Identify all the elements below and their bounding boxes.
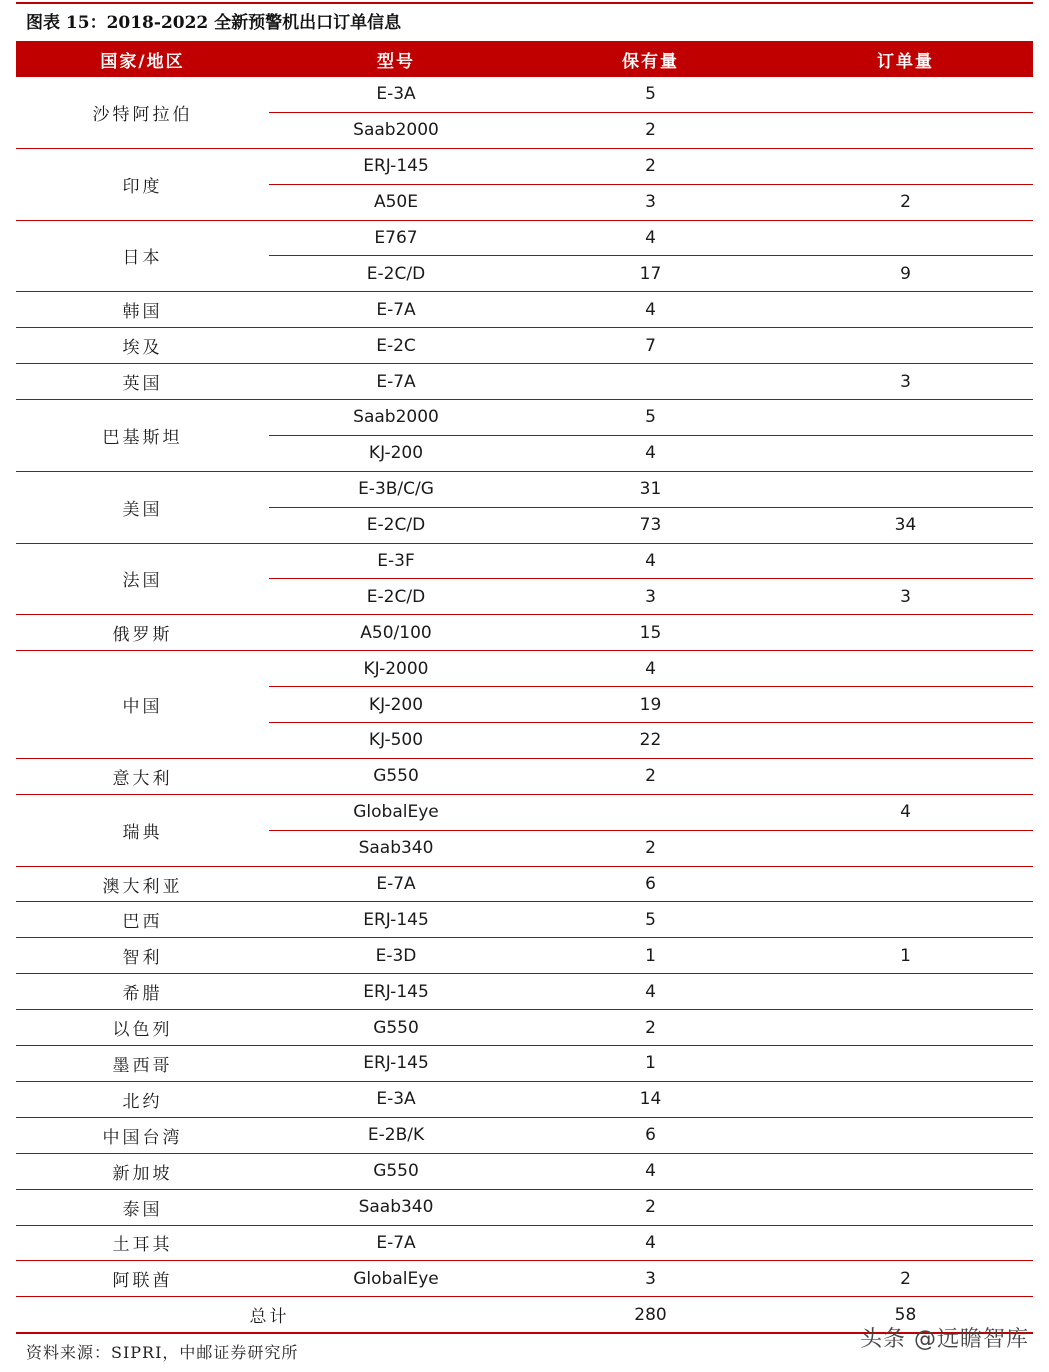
header-stock: 保有量 [523,41,778,77]
header-country: 国家/地区 [16,41,269,77]
table-row [16,328,1033,364]
model-cell: E-3A [269,77,523,112]
order-cell [778,1189,1033,1225]
order-cell [778,1153,1033,1189]
order-cell: 4 [778,794,1033,830]
total-label: 总计 [16,1297,523,1333]
table-row [16,758,1033,794]
table-row [16,1153,1033,1189]
country-cell: 墨西哥 [16,1046,269,1082]
stock-cell: 4 [523,543,778,579]
order-cell [778,112,1033,148]
model-cell: Saab2000 [269,112,523,148]
table-row [16,902,1033,938]
model-cell: E-3B/C/G [269,471,523,507]
model-cell: E767 [269,220,523,256]
country-cell: 土耳其 [16,1225,269,1261]
order-cell: 3 [778,579,1033,615]
header-row [16,41,1033,77]
stock-cell: 73 [523,507,778,543]
table-row [16,400,1033,436]
title-rule [16,2,1033,4]
country-cell: 法国 [16,543,269,615]
order-cell: 1 [778,938,1033,974]
order-cell [778,1225,1033,1261]
country-cell: 阿联酋 [16,1261,269,1297]
table-row [16,794,1033,830]
table-row [16,615,1033,651]
order-cell [778,400,1033,436]
watermark: 头条 @远瞻智库 [860,1327,1029,1352]
model-cell: KJ-500 [269,723,523,759]
table-row [16,364,1033,400]
stock-cell: 4 [523,292,778,328]
order-cell [778,615,1033,651]
model-cell: G550 [269,1153,523,1189]
stock-cell: 4 [523,651,778,687]
model-cell: E-7A [269,1225,523,1261]
stock-cell: 3 [523,184,778,220]
header-order: 订单量 [778,41,1033,77]
export-orders-table [16,41,1033,1334]
order-cell [778,148,1033,184]
table-row [16,866,1033,902]
model-cell: A50E [269,184,523,220]
order-cell [778,651,1033,687]
model-cell: ERJ-145 [269,1046,523,1082]
stock-cell: 4 [523,220,778,256]
order-cell: 9 [778,256,1033,292]
stock-cell: 31 [523,471,778,507]
stock-cell: 4 [523,1225,778,1261]
order-cell [778,974,1033,1010]
country-cell: 韩国 [16,292,269,328]
stock-cell: 5 [523,902,778,938]
stock-cell: 14 [523,1081,778,1117]
total-order: 58 [778,1297,1033,1333]
stock-cell [523,364,778,400]
stock-cell: 2 [523,758,778,794]
country-cell: 瑞典 [16,794,269,866]
stock-cell: 4 [523,1153,778,1189]
stock-cell: 2 [523,830,778,866]
stock-cell: 3 [523,579,778,615]
country-cell: 沙特阿拉伯 [16,77,269,148]
country-cell: 泰国 [16,1189,269,1225]
country-cell: 巴基斯坦 [16,400,269,472]
stock-cell: 19 [523,687,778,723]
table-row [16,543,1033,579]
table-row [16,1046,1033,1082]
order-cell: 2 [778,184,1033,220]
stock-cell: 2 [523,112,778,148]
order-cell [778,902,1033,938]
model-cell: KJ-2000 [269,651,523,687]
stock-cell: 17 [523,256,778,292]
order-cell: 3 [778,364,1033,400]
country-cell: 智利 [16,938,269,974]
header-model: 型号 [269,41,523,77]
table-title: 图表 15：2018-2022 全新预警机出口订单信息 [26,13,402,33]
country-cell: 英国 [16,364,269,400]
table-row [16,1010,1033,1046]
country-cell: 日本 [16,220,269,292]
stock-cell: 15 [523,615,778,651]
model-cell: E-3D [269,938,523,974]
country-cell: 澳大利亚 [16,866,269,902]
model-cell: A50/100 [269,615,523,651]
model-cell: E-3A [269,1081,523,1117]
model-cell: Saab340 [269,830,523,866]
stock-cell: 7 [523,328,778,364]
stock-cell: 2 [523,1010,778,1046]
model-cell: E-2C/D [269,507,523,543]
table-row [16,292,1033,328]
order-cell [778,1081,1033,1117]
order-cell [778,220,1033,256]
order-cell [778,471,1033,507]
total-stock: 280 [523,1297,778,1333]
source-note: 资料来源：SIPRI，中邮证券研究所 [26,1343,299,1362]
model-cell: G550 [269,1010,523,1046]
order-cell [778,77,1033,112]
order-cell [778,435,1033,471]
model-cell: E-2C [269,328,523,364]
country-cell: 埃及 [16,328,269,364]
stock-cell: 4 [523,435,778,471]
model-cell: Saab2000 [269,400,523,436]
order-cell [778,1046,1033,1082]
country-cell: 美国 [16,471,269,543]
stock-cell: 3 [523,1261,778,1297]
model-cell: E-2C/D [269,256,523,292]
country-cell: 北约 [16,1081,269,1117]
stock-cell: 5 [523,400,778,436]
model-cell: KJ-200 [269,435,523,471]
stock-cell: 6 [523,866,778,902]
country-cell: 印度 [16,148,269,220]
model-cell: E-7A [269,866,523,902]
model-cell: Saab340 [269,1189,523,1225]
model-cell: E-2C/D [269,579,523,615]
table-row [16,974,1033,1010]
stock-cell: 1 [523,938,778,974]
order-cell [778,328,1033,364]
stock-cell [523,794,778,830]
table-row [16,938,1033,974]
model-cell: KJ-200 [269,687,523,723]
model-cell: E-2B/K [269,1117,523,1153]
country-cell: 希腊 [16,974,269,1010]
model-cell: G550 [269,758,523,794]
country-cell: 俄罗斯 [16,615,269,651]
order-cell [778,1117,1033,1153]
model-cell: E-3F [269,543,523,579]
order-cell [778,758,1033,794]
model-cell: ERJ-145 [269,902,523,938]
table-row [16,651,1033,687]
country-cell: 意大利 [16,758,269,794]
order-cell: 2 [778,1261,1033,1297]
order-cell [778,687,1033,723]
stock-cell: 2 [523,1189,778,1225]
stock-cell: 1 [523,1046,778,1082]
stock-cell: 6 [523,1117,778,1153]
country-cell: 以色列 [16,1010,269,1046]
table-row [16,1081,1033,1117]
order-cell [778,830,1033,866]
model-cell: E-7A [269,292,523,328]
model-cell: ERJ-145 [269,148,523,184]
country-cell: 新加坡 [16,1153,269,1189]
stock-cell: 2 [523,148,778,184]
model-cell: E-7A [269,364,523,400]
order-cell [778,723,1033,759]
model-cell: GlobalEye [269,794,523,830]
order-cell [778,292,1033,328]
table-row [16,148,1033,184]
stock-cell: 5 [523,77,778,112]
table-row [16,1225,1033,1261]
model-cell: GlobalEye [269,1261,523,1297]
table-body [16,77,1033,1333]
country-cell: 中国 [16,651,269,759]
stock-cell: 22 [523,723,778,759]
table-row [16,1117,1033,1153]
country-cell: 巴西 [16,902,269,938]
model-cell: ERJ-145 [269,974,523,1010]
order-cell [778,543,1033,579]
country-cell: 中国台湾 [16,1117,269,1153]
stock-cell: 4 [523,974,778,1010]
table-row [16,77,1033,112]
order-cell [778,866,1033,902]
table-row [16,220,1033,256]
table-row [16,1261,1033,1297]
order-cell: 34 [778,507,1033,543]
table-row [16,471,1033,507]
order-cell [778,1010,1033,1046]
table-row [16,1189,1033,1225]
